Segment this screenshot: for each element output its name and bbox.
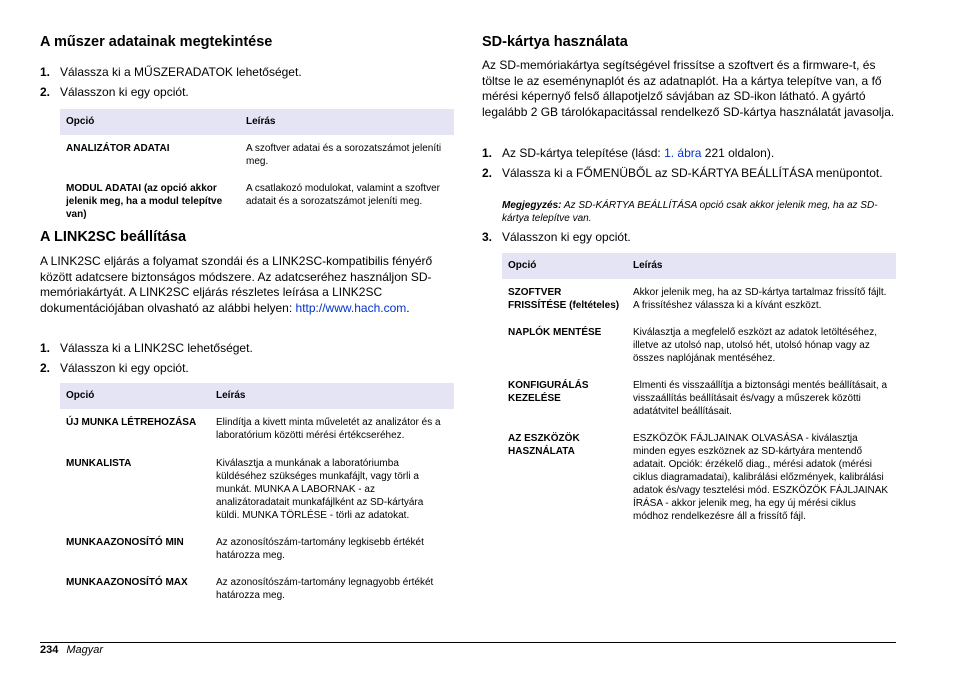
step-text: Válasszon ki egy opciót. [502,230,631,244]
steps-link2sc [40,341,454,376]
step-number: 2. [482,165,493,180]
page-footer [40,644,103,656]
step-item [40,85,454,101]
step-item [482,230,896,246]
option-cell: MODUL ADATAI (az opció akkor jelenik meg, ha a modul telepítve van) [66,183,223,220]
step-item [40,341,454,357]
description-cell: A szoftver adatai és a sorozatszámot jeleníti meg. [246,143,442,167]
steps-sd-card [482,146,896,181]
table-header-row [60,109,454,135]
step-item [40,65,454,81]
step-item [482,166,896,182]
description-cell: Akkor jelenik meg, ha az SD-kártya tartalmaz frissítő fájlt. A frissítéshez válassza ki a kívánt eszközt. [633,287,887,311]
step-number: 1. [40,65,51,79]
page-number: 234 [40,644,59,656]
description-cell: ESZKÖZÖK FÁJLJAINAK OLVASÁSA - kiválasztja minden egyes eszköznek az SD-kártyára mentendő adatait. Opciók: érzékelő diag., mérési adatok (mérési ciklus diagramadatai), kalibrálási előzmények, kalibrálási adatok és/vagy tesztelési mód. ESZKÖZÖK FÁJLJAINAK ÍRÁSA - akkor jelenik meg, ha egy új mérési ciklus módhoz rendelkezésre áll a frissítő fájl. [633,433,889,522]
option-cell: MUNKAAZONOSÍTÓ MIN [66,537,184,548]
step-number: 1. [40,341,51,355]
link2sc-table [60,383,454,608]
header-option: Opció [502,253,627,279]
table-row [60,174,454,227]
footer-language: Magyar [66,644,104,656]
table-row [60,528,454,568]
section-heading-sd-card: SD-kártya használata [482,34,628,50]
link2sc-paragraph [40,254,454,316]
steps-sd-card-3 [482,230,896,246]
step-number: 1. [482,146,493,160]
step-number: 2. [40,360,51,375]
header-description: Leírás [240,109,454,135]
option-cell: SZOFTVER FRISSÍTÉSE (feltételes) [508,287,620,311]
table-row [60,135,454,174]
link-suffix: . [406,300,410,315]
description-cell: Elindítja a kivett minta műveletét az analizátor és a laboratórium közötti mérési értékcseréhez. [216,417,441,441]
description-cell: Kiválasztja a munkának a laboratóriumba küldéséhez szükséges munkafájlt, vagy törli a munkát. MUNKA A LABORNAK - az analizátoradatait munkafájlként az SD-kártyára küldi. MUNKA TÖRLÉSE - törli az adatokat. [216,458,424,521]
description-cell: Elmenti és visszaállítja a biztonsági mentés beállításait, a visszaállítás beállításait és/vagy a műszerek közötti adatátvitel beállításait. [633,380,888,417]
sd-card-table [502,253,896,529]
table-header-row [502,253,896,279]
header-option: Opció [60,383,210,409]
footer-divider [40,642,896,643]
link2sc-text: A LINK2SC eljárás a folyamat szondái és a LINK2SC-kompatibilis fényérő között adatcsere biztonságos módszere. Az adatcseréhez használjon SD-memóriakártyát. A LINK2SC eljárás részletes leírása a LINK2SC dokumentációjában olvasható az alábbi helyen: [40,254,433,315]
note-text: Az SD-KÁRTYA BEÁLLÍTÁSA opció csak akkor jelenik meg, ha az SD-kártya telepítve van. [502,200,878,224]
section-heading-instrument-data: A műszer adatainak megtekintése [40,34,273,50]
description-cell: Kiválasztja a megfelelő eszközt az adatok letöltéséhez, illetve az utolsó nap, utolsó hét, utolsó hónap vagy az összes naplójának mentéséhez. [633,327,878,364]
table-row [502,424,896,529]
option-cell: ÚJ MUNKA LÉTREHOZÁSA [66,417,197,428]
table-row [60,568,454,608]
step-text: Válassza ki a LINK2SC lehetőséget. [60,341,253,355]
step-text: Válassza ki a MŰSZERADATOK lehetőséget. [60,65,302,79]
description-cell: A csatlakozó modulokat, valamint a szoftver adatait és a sorozatszámot jeleníti meg. [246,183,440,207]
step-text: Válasszon ki egy opciót. [60,84,189,99]
hach-website-link[interactable]: http://www.hach.com [295,300,407,315]
table-row [60,409,454,448]
sd-card-paragraph: Az SD-memóriakártya segítségével frissítse a szoftvert és a firmware-t, és töltse le az eseménynaplót és az adatnaplót. Ha a kártya telepítve van, a fő mérési képernyő felső állapotjelző sávjában az SD-ikon látható. A gyártó legalább 2 GB tárolókapacitással rendelkező SD-kártya használatát javasolja. [482,58,895,119]
step-text-suffix: 221 oldalon). [701,146,775,160]
option-cell: ANALIZÁTOR ADATAI [66,143,170,154]
step-text: Az SD-kártya telepítése (lásd: [502,146,665,160]
header-option: Opció [60,109,240,135]
option-cell: MUNKAAZONOSÍTÓ MAX [66,577,188,588]
description-cell: Az azonosítószám-tartomány legnagyobb értékét határozza meg. [216,577,434,601]
header-description: Leírás [627,253,896,279]
step-number: 3. [482,230,493,244]
step-item [40,361,454,377]
table-row [502,318,896,371]
option-cell: NAPLÓK MENTÉSE [508,327,602,338]
table-row [60,448,454,528]
option-cell: AZ ESZKÖZÖK HASZNÁLATA [508,433,580,457]
instrument-data-table [60,109,454,227]
note [502,199,896,225]
table-header-row [60,383,454,409]
option-cell: KONFIGURÁLÁS KEZELÉSE [508,380,589,404]
figure-link[interactable]: 1. ábra [664,146,702,160]
option-cell: MUNKALISTA [66,458,132,469]
step-text: Válasszon ki egy opciót. [60,360,189,375]
table-row [502,279,896,318]
step-number: 2. [40,84,51,99]
header-description: Leírás [210,383,454,409]
table-row [502,371,896,424]
step-text: Válassza ki a FŐMENÜBŐL az SD-KÁRTYA BEÁLLÍTÁSA menüpontot. [502,165,883,180]
section-heading-link2sc: A LINK2SC beállítása [40,229,187,245]
note-label: Megjegyzés: [502,200,562,211]
description-cell: Az azonosítószám-tartomány legkisebb értékét határozza meg. [216,537,424,561]
steps-instrument-data [40,65,454,100]
step-item [482,146,896,162]
